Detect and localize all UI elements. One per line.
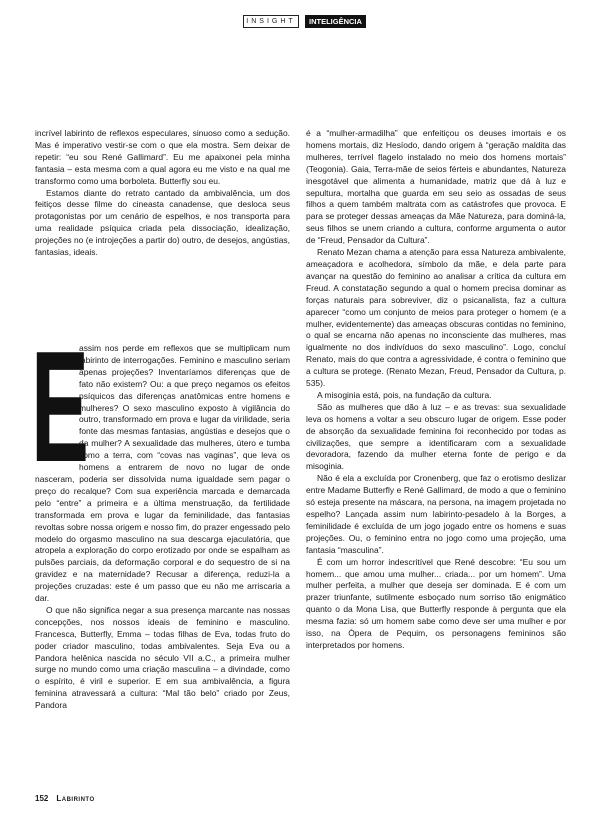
paragraph: A misoginia está, pois, na fundação da cultura. [317,389,492,400]
right-column [306,128,566,652]
drop-cap: E [31,319,89,495]
left-column-bottom [31,319,290,712]
paragraph: Estamos diante do retrato cantado da ambivalência, um dos feitiços desse filme do cineasta canadense, que desloca seus protagonistas por um cenário de espelhos, e nos transporta para uma realidade psíquica criada pela dissociação, idealização, projeções no (e introjeções a partir do) outro, de desejos, angústias, fantasias, ideais. [35,187,290,258]
paragraph: Não é ela a excluída por Cronenberg, que faz o erotismo deslizar entre Madame Butterfly e René Gallimard, de modo a que o feminino só esteja presente na máscara, na persona, na imagem projetada no espelho? Lançada assim num labirinto-pesadelo à la Borges, a feminilidade é excluída de um jogo jogado entre os homens e suas projeções. Ou, o feminino entra no jogo como uma projeção, uma fantasia “masculina”. [306,473,566,555]
section-label: INSIGHT [243,15,299,28]
paragraph: assim nos perde em reflexos que se multiplicam num labirinto de interrogações. Feminino e masculino seriam apenas projeções? Inventaríamos diferenças que de fato não existem? Ou: a que preço negamos os efeitos psíquicos das diferenças anatômicas entre homens e mulheres? O sexo masculino exposto à vigilância do outro, transformado em prova e lugar da virilidade, seria fonte das mesmas fantasias, angústias e desejos que o da mulher? A sexualidade das mulheres, útero e tumba como a terra, com “covas nas vaginas”, que leva os homens a entrarem de novo no lugar de onde nasceram, poderia ser dissolvida numa igualdade sem pagar o preço do recalque? Com sua experiência marcada e demarcada pelo “entre” a primeira e a última menstruação, da fertilidade transformada em prova e lugar da feminilidade, das fantasias revoltas sobre nossa origem e nosso fim, do prazer engessado pelo modelo do orgasmo masculino na sua descarga ejaculatória, que atropela a exploração do corpo erotizado por onde se espalham as pulsões parciais, da deformação corporal e do sequestro de si na gravidez e na maternidade? Recusar a diferença, reduzi-la a projeções cruzadas: este é um passo que eu não me arriscaria a dar. [35,343,290,604]
paragraph: Renato Mezan chama a atenção para essa Natureza ambivalente, ameaçadora e acolhedora, símbolo da mãe, e dela parte para avançar na questão do feminino ao analisar a crítica da cultura em Freud. A constatação segundo a qual o homem precisa dominar as forças naturais para sobreviver, diz o psicanalista, faz a cultura aparecer “como um conjunto de meios para proteger o homem (e a mulher, evidentemente) das ameaças obscuras contidas no feminino, o qual se encarna não apenas no inconsciente das mulheres, mas igualmente no dos indivíduos do sexo masculino”. Logo, concluí Renato, mais do que contra a agressividade, é contra o feminino que a cultura se protege. (Renato Mezan, Freud, Pensador da Cultura, p. 535). [306,247,566,389]
paragraph: É com um horror indescritível que René descobre: “Eu sou um homem... que amou uma mulher... criada... por um homem”. Uma mulher perfeita, a mulher que deseja ser dominada. E é com um prazer triunfante, sutilmente esboçado num sorriso tão enigmático quanto o da Mona Lisa, que Butterfly responde à pergunta que ela mesma fazia: só um homem sabe como deve ser uma mulher e por isso, na Ópera de Pequim, os personagens femininos são interpretados por homens. [306,556,566,650]
paragraph: incrível labirinto de reflexos especulares, sinuoso como a sedução. Mas é imperativo vestir-se com o que ela mostra. Sem deixar de repetir: “eu sou René Gallimard”. Eu me apaixonei pela minha fantasia – esta mesma com a qual agora eu me visto e na qual me transformo como uma borboleta. Butterfly sou eu. [35,128,290,186]
page-number: 152 [35,794,49,803]
paragraph: O que não significa negar a sua presença marcante nas nossas concepções, nos nossos ideais de feminino e masculino. Francesca, Butterfly, Emma – todas filhas de Eva, todas fruto do poder criador masculino, todas ambivalentes. Seja Eva ou a Pandora helênica nascida no século VII a.C., a primeira mulher surge no mundo como uma criação masculina – a divindade, como o espírito, é viril e superior. E em sua ambivalência, a figura feminina atravessará a cultura: “Mal tão belo” criado por Zeus, Pandora [35,604,290,711]
left-column-top [35,128,290,259]
magazine-name: Labirinto [56,794,95,803]
page-footer [35,794,95,803]
section-tag: INTELIGÊNCIA [305,15,366,28]
paragraph: é a “mulher-armadilha” que enfeitiçou os deuses imortais e os homens mortais, diz Hesíodo, dando origem à “geração maldita das mulheres, terrível flagelo instalado no meio dos homens mortais” (Teogonia). Gaia, Terra-mãe de seios férteis e abundantes, Natureza inesgotável que alimenta a humanidade, matriz que dá à luz e sepultura, mortalha que guarda em seu seio as ossadas de seus filhos a quem também maltrata com as catástrofes que provoca. E para se proteger dessas ameaças da Mãe Natureza, para dominá-la, seus filhos se unem criando a cultura, conforme argumenta o autor de “Freud, Pensador da Cultura”. [306,128,566,246]
section-header [243,14,366,28]
paragraph: São as mulheres que dão à luz – e as trevas: sua sexualidade leva os homens a voltar a seu obscuro lugar de origem. Esse poder de absorção da sexualidade feminina foi reconhecido por todas as civilizações, que sempre a identificaram com a sexualidade devoradora, fazendo da mulher eterna fonte de perigo e da misoginia. [306,401,566,472]
